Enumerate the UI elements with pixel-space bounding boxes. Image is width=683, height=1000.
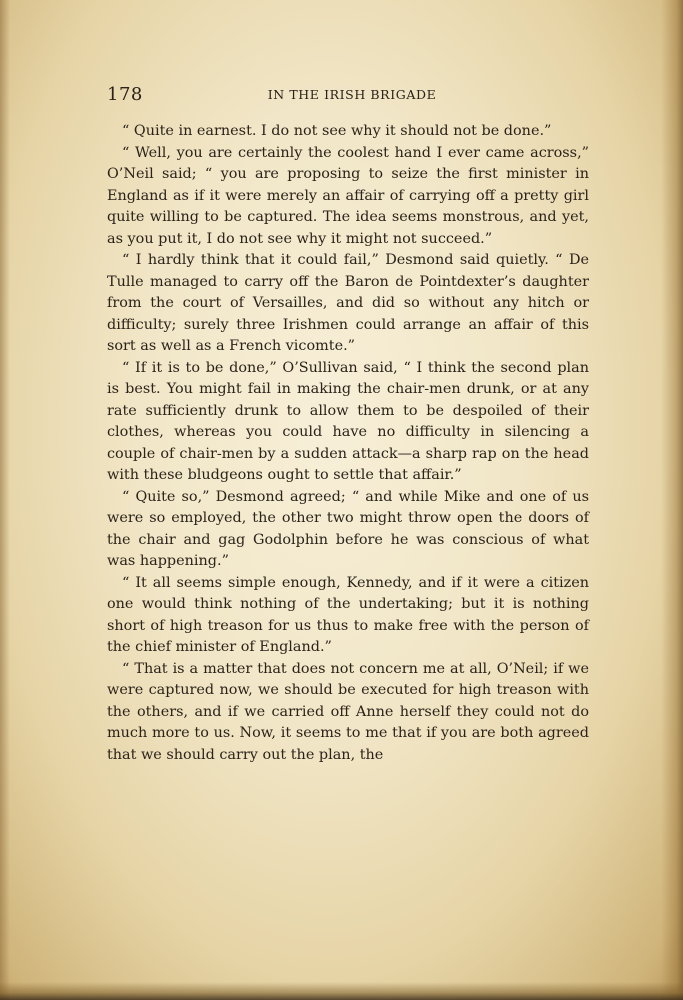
page-shadow-bottom xyxy=(0,982,683,1000)
paragraph: “ I hardly think that it could fail,” Desmond said quietly. “ De Tulle managed to carry off the Baron de Pointdexter’s daughter from the court of Versailles, and did so without any hitch or difficulty; surely three Irishmen could arrange an affair of this sort as well as a French vicomte.” xyxy=(107,252,589,354)
paragraph: “ Quite so,” Desmond agreed; “ and while Mike and one of us were so employed, the other two might throw open the doors of the chair and gag Godolphin before he was conscious of what was happening.” xyxy=(107,488,589,569)
paragraph: “ If it is to be done,” O’Sullivan said, “ I think the second plan is best. You might fail in making the chair-men drunk, or at any rate sufficiently drunk to allow them to be despoiled of their clothes, whereas you could have no difficulty in silencing a couple of chair-men by a sudden attack—a sharp rap on the head with these bludgeons ought to settle that affair.” xyxy=(107,359,589,483)
paragraph: “ Well, you are certainly the coolest hand I ever came across,” O’Neil said; “ you are proposing to seize the first minister in England as if it were merely an affair of carrying off a pretty girl quite willing to be captured. The idea seems monstrous, and yet, as you put it, I do not see why it might not succeed.” xyxy=(107,144,589,247)
paragraph: “ Quite in earnest. I do not see why it should not be done.” xyxy=(122,123,552,139)
body-text xyxy=(107,121,589,766)
running-title: IN THE IRISH BRIGADE xyxy=(267,87,437,102)
page-header xyxy=(107,84,589,108)
page-shadow-left xyxy=(0,0,10,1000)
page-number: 178 xyxy=(107,84,143,105)
page-shadow-right xyxy=(661,0,683,1000)
paragraph: “ It all seems simple enough, Kennedy, and if it were a citizen one would think nothing of the undertaking; but it is nothing short of high treason for us thus to make free with the person of the chief minister of England.” xyxy=(107,574,589,655)
paragraph: “ That is a matter that does not concern me at all, O’Neil; if we were captured now, we should be executed for high treason with the others, and if we carried off Anne herself they could not do much more to us. Now, it seems to me that if you are both agreed that we should carry out the plan, the xyxy=(107,660,589,763)
